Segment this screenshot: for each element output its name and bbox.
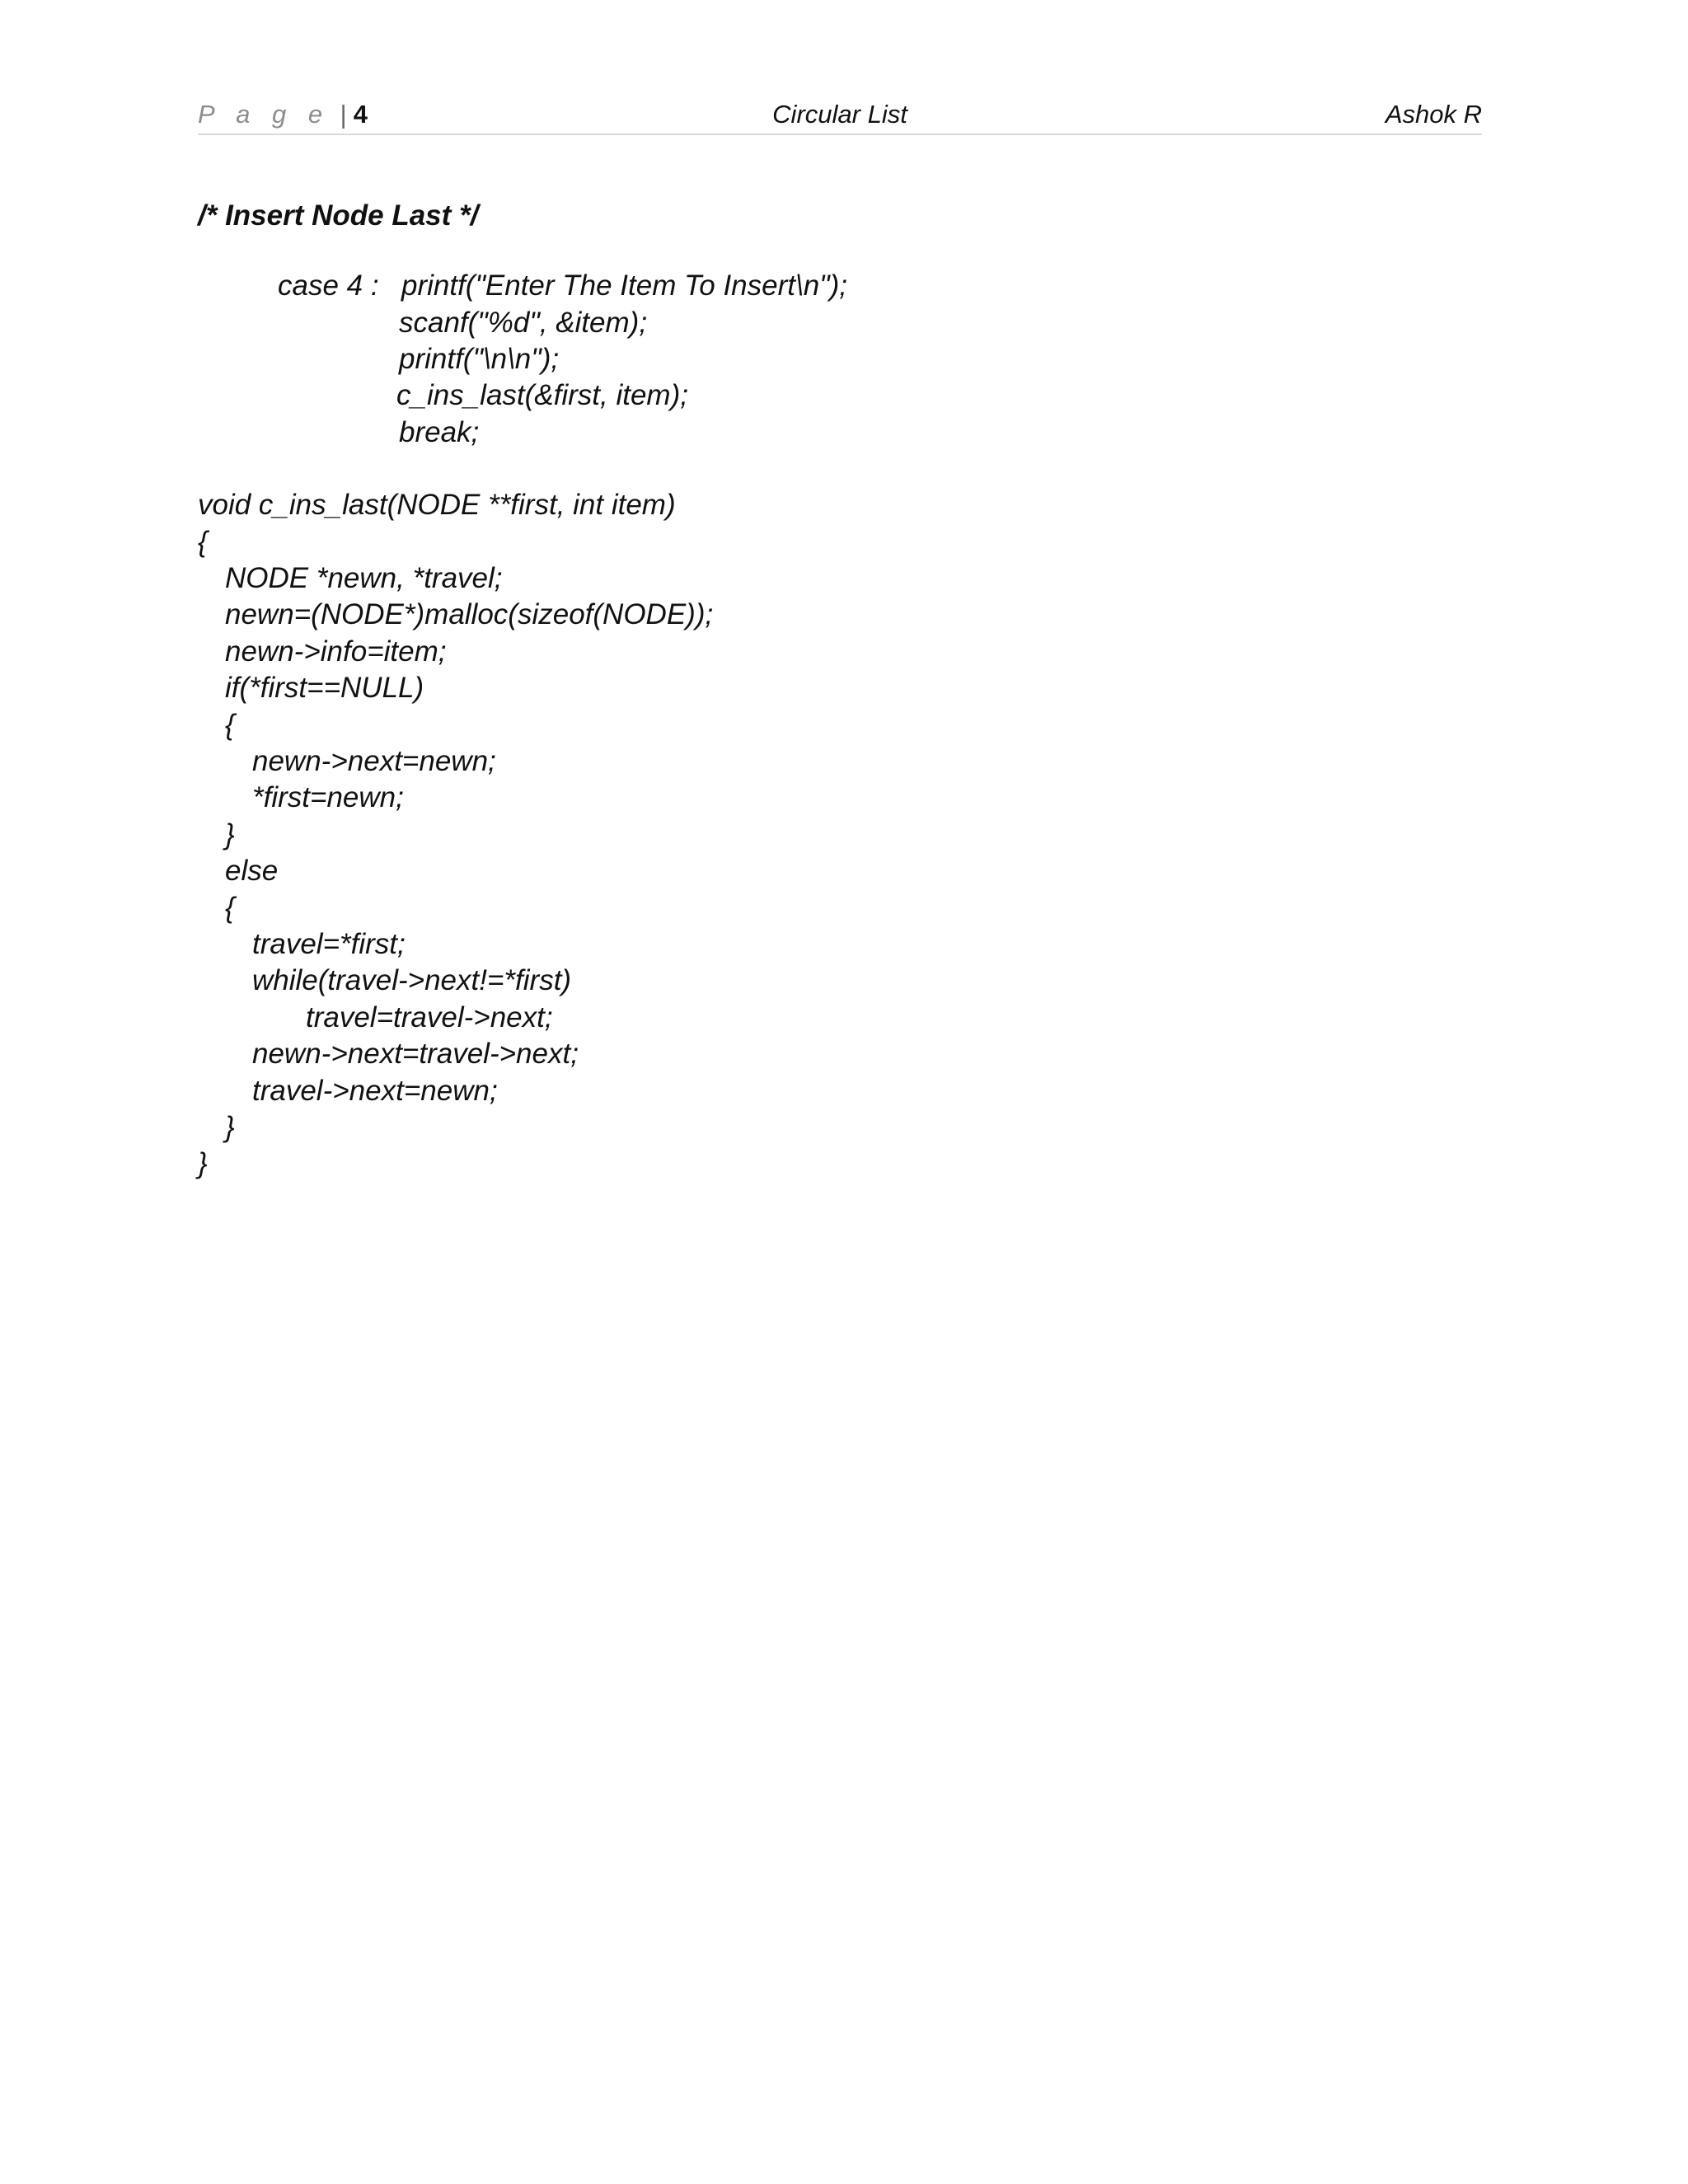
code-line: travel=*first; [252, 928, 406, 960]
page-separator: | [340, 100, 347, 129]
code-line: { [225, 709, 235, 741]
document-title: Circular List [772, 100, 907, 129]
code-line: { [225, 892, 235, 924]
code-block [198, 0, 1482, 1236]
code-line: } [225, 1111, 235, 1143]
code-line: break; [399, 416, 480, 448]
page-number: 4 [353, 100, 368, 129]
code-line: else [225, 855, 279, 887]
code-line: *first=newn; [252, 781, 404, 813]
code-line: printf("\n\n"); [399, 343, 560, 375]
code-line: { [198, 526, 208, 558]
code-line: printf("Enter The Item To Insert\n"); [401, 269, 847, 302]
code-line: scanf("%d", &item); [399, 307, 648, 339]
code-line: } [225, 818, 235, 851]
code-line: newn->info=item; [225, 635, 447, 668]
code-line: newn->next=newn; [252, 745, 496, 777]
author-name: Ashok R [1385, 100, 1482, 129]
code-line: newn->next=travel->next; [252, 1038, 579, 1070]
code-line: newn=(NODE*)malloc(sizeof(NODE)); [225, 598, 714, 630]
code-line: travel=travel->next; [306, 1001, 553, 1033]
code-line: NODE *newn, *travel; [225, 562, 503, 594]
code-line: } [198, 1147, 208, 1179]
code-line: while(travel->next!=*first) [252, 964, 572, 996]
code-line: if(*first==NULL) [225, 672, 424, 704]
case-label: case 4 : [278, 269, 379, 302]
code-line: travel->next=newn; [252, 1075, 498, 1107]
function-signature: void c_ins_last(NODE **first, int item) [198, 489, 676, 521]
section-heading: /* Insert Node Last */ [198, 199, 479, 232]
code-line: c_ins_last(&first, item); [396, 379, 688, 411]
page-label: P a g e [198, 100, 331, 129]
